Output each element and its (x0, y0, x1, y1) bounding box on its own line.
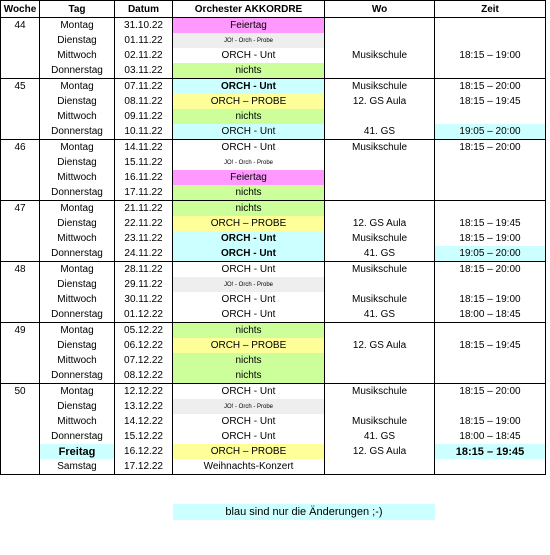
cell-zeit: 18:15 – 19:00 (435, 231, 546, 246)
cell-wo (325, 353, 435, 368)
cell-datum: 08.12.22 (115, 368, 173, 384)
cell-datum: 07.12.22 (115, 353, 173, 368)
table-row (1, 307, 546, 323)
cell-datum: 06.12.22 (115, 338, 173, 353)
cell-orchester: ORCH - Unt (173, 429, 325, 444)
cell-zeit: 18:00 – 18:45 (435, 429, 546, 444)
cell-zeit (435, 109, 546, 124)
cell-woche (1, 231, 40, 246)
cell-orchester: ORCH – PROBE (173, 216, 325, 231)
cell-orchester: JO! - Orch - Probe (173, 399, 325, 414)
cell-orchester: ORCH - Unt (173, 124, 325, 140)
table-row (1, 216, 546, 231)
cell-tag: Donnerstag (40, 307, 115, 323)
cell-wo: 12. GS Aula (325, 94, 435, 109)
cell-orchester: ORCH - Unt (173, 262, 325, 278)
cell-wo (325, 459, 435, 475)
cell-wo (325, 170, 435, 185)
cell-datum: 21.11.22 (115, 201, 173, 217)
cell-zeit (435, 18, 546, 34)
table-row (1, 368, 546, 384)
table-row (1, 323, 546, 339)
cell-datum: 29.11.22 (115, 277, 173, 292)
cell-woche (1, 353, 40, 368)
cell-wo: 12. GS Aula (325, 444, 435, 459)
cell-datum: 15.12.22 (115, 429, 173, 444)
cell-datum: 01.11.22 (115, 33, 173, 48)
cell-datum: 16.12.22 (115, 444, 173, 459)
cell-tag: Mittwoch (40, 292, 115, 307)
cell-wo (325, 155, 435, 170)
cell-zeit (435, 170, 546, 185)
cell-woche (1, 399, 40, 414)
cell-wo (325, 33, 435, 48)
cell-wo: Musikschule (325, 48, 435, 63)
cell-woche: 50 (1, 384, 40, 400)
cell-zeit: 18:15 – 19:45 (435, 216, 546, 231)
cell-zeit: 18:15 – 20:00 (435, 262, 546, 278)
cell-zeit: 19:05 – 20:00 (435, 124, 546, 140)
cell-zeit (435, 63, 546, 79)
cell-wo: 41. GS (325, 307, 435, 323)
cell-wo (325, 323, 435, 339)
cell-woche (1, 216, 40, 231)
cell-woche: 45 (1, 79, 40, 95)
cell-zeit: 19:05 – 20:00 (435, 246, 546, 262)
cell-wo: Musikschule (325, 79, 435, 95)
cell-zeit: 18:15 – 19:00 (435, 292, 546, 307)
cell-woche (1, 368, 40, 384)
cell-woche (1, 459, 40, 475)
cell-orchester: nichts (173, 185, 325, 201)
cell-zeit: 18:15 – 20:00 (435, 140, 546, 156)
cell-orchester: ORCH – PROBE (173, 94, 325, 109)
cell-zeit (435, 201, 546, 217)
cell-woche (1, 185, 40, 201)
cell-tag: Donnerstag (40, 429, 115, 444)
table-row (1, 124, 546, 140)
cell-orchester: ORCH – PROBE (173, 444, 325, 459)
cell-datum: 17.11.22 (115, 185, 173, 201)
cell-orchester: ORCH - Unt (173, 231, 325, 246)
cell-datum: 02.11.22 (115, 48, 173, 63)
cell-datum: 16.11.22 (115, 170, 173, 185)
cell-orchester: JO! - Orch - Probe (173, 277, 325, 292)
cell-woche: 44 (1, 18, 40, 34)
cell-tag: Montag (40, 18, 115, 34)
cell-datum: 22.11.22 (115, 216, 173, 231)
header-tag: Tag (40, 1, 115, 18)
table-row (1, 384, 546, 400)
table-row (1, 33, 546, 48)
cell-woche (1, 414, 40, 429)
cell-wo: 41. GS (325, 124, 435, 140)
table-row (1, 459, 546, 475)
cell-datum: 28.11.22 (115, 262, 173, 278)
cell-orchester: ORCH - Unt (173, 307, 325, 323)
cell-woche (1, 170, 40, 185)
table-row (1, 63, 546, 79)
table-row (1, 399, 546, 414)
header-orchester: Orchester AKKORDRE (173, 1, 325, 18)
cell-wo (325, 399, 435, 414)
cell-wo (325, 109, 435, 124)
cell-tag: Mittwoch (40, 170, 115, 185)
cell-tag: Dienstag (40, 94, 115, 109)
cell-zeit: 18:00 – 18:45 (435, 307, 546, 323)
cell-orchester: nichts (173, 353, 325, 368)
cell-datum: 13.12.22 (115, 399, 173, 414)
cell-datum: 31.10.22 (115, 18, 173, 34)
cell-orchester: ORCH - Unt (173, 140, 325, 156)
cell-datum: 07.11.22 (115, 79, 173, 95)
cell-wo: Musikschule (325, 140, 435, 156)
header-wo: Wo (325, 1, 435, 18)
table-row (1, 140, 546, 156)
cell-woche: 48 (1, 262, 40, 278)
cell-tag: Dienstag (40, 33, 115, 48)
cell-datum: 15.11.22 (115, 155, 173, 170)
cell-tag: Donnerstag (40, 368, 115, 384)
cell-tag: Montag (40, 384, 115, 400)
cell-woche (1, 63, 40, 79)
cell-tag: Freitag (40, 444, 115, 459)
cell-woche (1, 292, 40, 307)
cell-tag: Dienstag (40, 338, 115, 353)
table-row (1, 170, 546, 185)
cell-orchester: Weihnachts-Konzert (173, 459, 325, 475)
cell-woche (1, 338, 40, 353)
cell-datum: 05.12.22 (115, 323, 173, 339)
cell-wo: Musikschule (325, 292, 435, 307)
cell-woche (1, 109, 40, 124)
cell-tag: Dienstag (40, 277, 115, 292)
cell-wo: 12. GS Aula (325, 338, 435, 353)
cell-tag: Samstag (40, 459, 115, 475)
cell-tag: Mittwoch (40, 414, 115, 429)
cell-orchester: Feiertag (173, 170, 325, 185)
cell-datum: 30.11.22 (115, 292, 173, 307)
cell-wo: Musikschule (325, 262, 435, 278)
table-row (1, 429, 546, 444)
table-row (1, 338, 546, 353)
cell-zeit (435, 155, 546, 170)
cell-woche (1, 307, 40, 323)
cell-zeit (435, 323, 546, 339)
cell-orchester: ORCH - Unt (173, 292, 325, 307)
table-row (1, 414, 546, 429)
cell-wo (325, 368, 435, 384)
changes-note: blau sind nur die Änderungen ;-) (173, 504, 435, 520)
cell-wo: 41. GS (325, 246, 435, 262)
cell-zeit (435, 33, 546, 48)
cell-zeit (435, 185, 546, 201)
cell-zeit: 18:15 – 19:45 (435, 338, 546, 353)
cell-datum: 14.11.22 (115, 140, 173, 156)
cell-datum: 23.11.22 (115, 231, 173, 246)
cell-wo (325, 201, 435, 217)
schedule-body (1, 18, 546, 475)
cell-tag: Donnerstag (40, 124, 115, 140)
cell-wo: Musikschule (325, 414, 435, 429)
cell-woche (1, 246, 40, 262)
cell-wo: 41. GS (325, 429, 435, 444)
table-row (1, 79, 546, 95)
table-row (1, 262, 546, 278)
table-row (1, 109, 546, 124)
table-row (1, 18, 546, 34)
cell-woche (1, 429, 40, 444)
table-row (1, 201, 546, 217)
cell-woche (1, 124, 40, 140)
cell-datum: 24.11.22 (115, 246, 173, 262)
cell-woche (1, 444, 40, 459)
cell-orchester: nichts (173, 201, 325, 217)
cell-orchester: ORCH – PROBE (173, 338, 325, 353)
cell-tag: Mittwoch (40, 231, 115, 246)
cell-wo: Musikschule (325, 231, 435, 246)
cell-orchester: ORCH - Unt (173, 414, 325, 429)
cell-orchester: JO! - Orch - Probe (173, 155, 325, 170)
table-row (1, 155, 546, 170)
cell-zeit (435, 368, 546, 384)
header-woche: Woche (1, 1, 40, 18)
cell-zeit (435, 399, 546, 414)
cell-orchester: ORCH - Unt (173, 79, 325, 95)
cell-zeit (435, 353, 546, 368)
cell-tag: Montag (40, 323, 115, 339)
header-row (1, 1, 546, 18)
cell-wo (325, 185, 435, 201)
table-row (1, 48, 546, 63)
cell-zeit: 18:15 – 20:00 (435, 384, 546, 400)
cell-wo (325, 63, 435, 79)
cell-tag: Dienstag (40, 155, 115, 170)
cell-orchester: ORCH - Unt (173, 246, 325, 262)
cell-wo (325, 277, 435, 292)
cell-datum: 14.12.22 (115, 414, 173, 429)
cell-orchester: nichts (173, 109, 325, 124)
cell-tag: Donnerstag (40, 63, 115, 79)
cell-orchester: ORCH - Unt (173, 384, 325, 400)
header-datum: Datum (115, 1, 173, 18)
cell-tag: Montag (40, 201, 115, 217)
cell-woche: 47 (1, 201, 40, 217)
cell-datum: 08.11.22 (115, 94, 173, 109)
cell-woche: 49 (1, 323, 40, 339)
cell-orchester: nichts (173, 63, 325, 79)
cell-woche (1, 94, 40, 109)
table-row (1, 444, 546, 459)
cell-tag: Donnerstag (40, 246, 115, 262)
cell-orchester: JO! - Orch - Probe (173, 33, 325, 48)
table-row (1, 246, 546, 262)
cell-zeit: 18:15 – 19:00 (435, 414, 546, 429)
cell-woche: 46 (1, 140, 40, 156)
cell-tag: Montag (40, 140, 115, 156)
cell-datum: 17.12.22 (115, 459, 173, 475)
cell-woche (1, 33, 40, 48)
cell-datum: 10.11.22 (115, 124, 173, 140)
cell-zeit: 18:15 – 20:00 (435, 79, 546, 95)
table-row (1, 292, 546, 307)
cell-tag: Mittwoch (40, 48, 115, 63)
cell-zeit: 18:15 – 19:45 (435, 94, 546, 109)
cell-orchester: nichts (173, 368, 325, 384)
cell-woche (1, 277, 40, 292)
cell-datum: 12.12.22 (115, 384, 173, 400)
cell-orchester: ORCH - Unt (173, 48, 325, 63)
cell-tag: Montag (40, 79, 115, 95)
cell-tag: Mittwoch (40, 353, 115, 368)
cell-tag: Donnerstag (40, 185, 115, 201)
cell-tag: Mittwoch (40, 109, 115, 124)
table-row (1, 185, 546, 201)
cell-tag: Dienstag (40, 216, 115, 231)
cell-zeit: 18:15 – 19:00 (435, 48, 546, 63)
cell-woche (1, 155, 40, 170)
cell-orchester: Feiertag (173, 18, 325, 34)
table-row (1, 353, 546, 368)
cell-datum: 03.11.22 (115, 63, 173, 79)
cell-datum: 01.12.22 (115, 307, 173, 323)
cell-zeit (435, 277, 546, 292)
cell-datum: 09.11.22 (115, 109, 173, 124)
table-row (1, 94, 546, 109)
table-row (1, 277, 546, 292)
cell-zeit (435, 459, 546, 475)
header-zeit: Zeit (435, 1, 546, 18)
cell-tag: Dienstag (40, 399, 115, 414)
cell-wo (325, 18, 435, 34)
cell-zeit: 18:15 – 19:45 (435, 444, 546, 459)
table-row (1, 231, 546, 246)
cell-wo: 12. GS Aula (325, 216, 435, 231)
cell-orchester: nichts (173, 323, 325, 339)
cell-tag: Montag (40, 262, 115, 278)
cell-wo: Musikschule (325, 384, 435, 400)
cell-woche (1, 48, 40, 63)
